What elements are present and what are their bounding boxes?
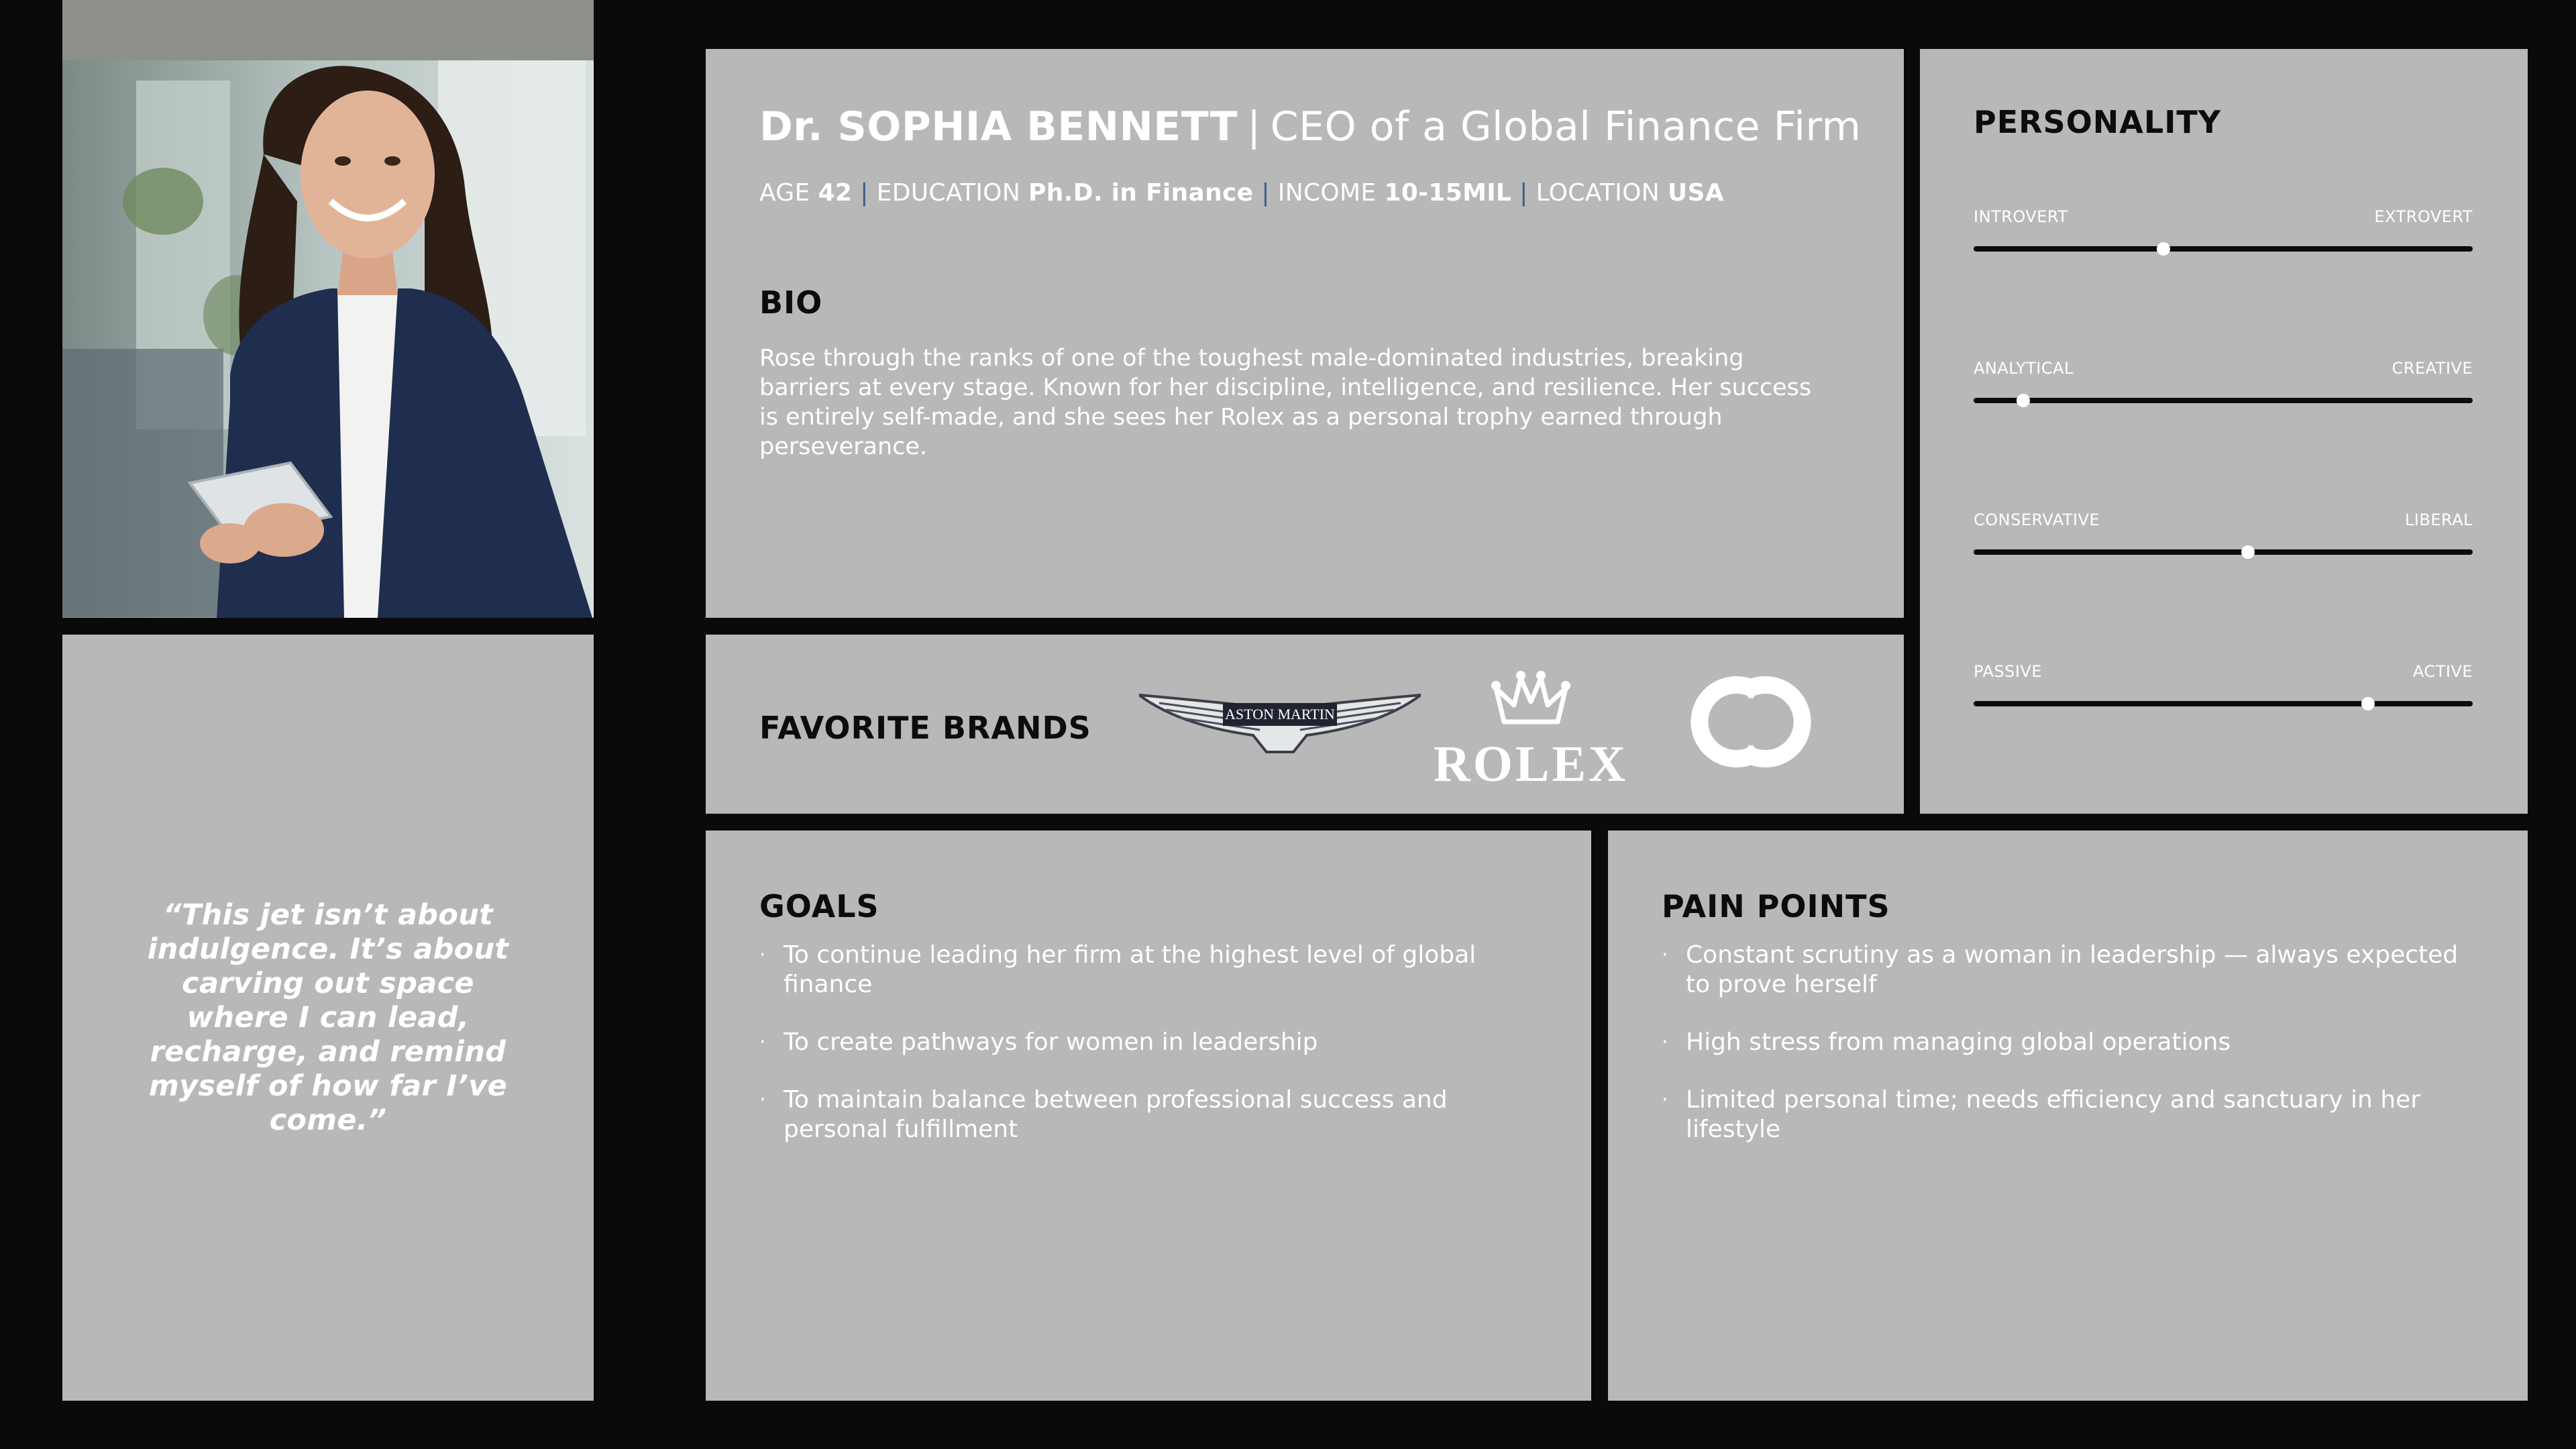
goal-text: To continue leading her firm at the highest level of global finance <box>784 941 1477 998</box>
slider-left-label: PASSIVE <box>1974 662 2042 681</box>
pain-points-panel <box>1608 830 2528 1401</box>
info-education-value: Ph.D. in Finance <box>1028 179 1254 207</box>
goals-heading: GOALS <box>759 888 879 924</box>
bullet-icon: · <box>1662 1088 1668 1112</box>
portrait-image <box>62 0 594 618</box>
persona-photo <box>62 0 594 618</box>
title-separator: | <box>1246 103 1261 150</box>
info-age-value: 42 <box>818 179 853 207</box>
persona-title <box>759 101 1862 152</box>
info-separator: | <box>1261 179 1270 207</box>
list-item <box>759 1028 1538 1057</box>
bullet-icon: · <box>759 943 766 967</box>
slider-knob <box>2361 697 2375 710</box>
slider-track <box>1974 398 2473 403</box>
personality-panel <box>1920 49 2528 814</box>
bio-heading: BIO <box>759 284 823 321</box>
aston-martin-wordmark: ASTON MARTIN <box>1225 706 1335 722</box>
info-age-label: AGE <box>759 179 810 207</box>
goals-panel <box>706 830 1591 1401</box>
persona-role: CEO of a Global Finance Firm <box>1270 103 1862 150</box>
bullet-icon: · <box>1662 1030 1668 1054</box>
rolex-wordmark: ROLEX <box>1433 736 1629 789</box>
info-separator: | <box>860 179 869 207</box>
aston-martin-logo <box>1139 688 1421 765</box>
brands-heading: FAVORITE BRANDS <box>759 710 1091 746</box>
info-location-value: USA <box>1667 179 1724 207</box>
persona-name: Dr. SOPHIA BENNETT <box>759 103 1238 150</box>
persona-quote: “This jet isn’t about indulgence. It’s about carving out space where I can lead, recharge, and remind myself of how far I’ve come.” <box>147 898 509 1137</box>
slider-knob <box>2241 545 2255 559</box>
pain-point-text: High stress from managing global operations <box>1686 1028 2231 1056</box>
slider-left-label: CONSERVATIVE <box>1974 511 2100 529</box>
bullet-icon: · <box>1662 943 1668 967</box>
slider-introvert-extrovert <box>1974 207 2473 252</box>
slider-right-label: EXTROVERT <box>2374 207 2473 226</box>
info-income-value: 10-15MIL <box>1384 179 1512 207</box>
slider-right-label: ACTIVE <box>2412 662 2473 681</box>
brands-panel <box>706 635 1904 814</box>
slider-knob <box>2017 394 2030 407</box>
slider-right-label: LIBERAL <box>2404 511 2473 529</box>
list-item <box>1662 941 2474 1000</box>
slider-left-label: ANALYTICAL <box>1974 359 2074 378</box>
rolex-logo <box>1430 668 1631 792</box>
info-income-label: INCOME <box>1277 179 1377 207</box>
slider-track <box>1974 701 2473 706</box>
bio-text: Rose through the ranks of one of the toughest male-dominated industries, breaking barriers at every stage. Known for her discipline, intelligence, and resilience. Her success is entirely self-made, and she sees her Rolex as a personal trophy earned through perseverance. <box>759 345 1812 460</box>
list-item <box>1662 1085 2474 1144</box>
slider-track <box>1974 549 2473 555</box>
bullet-icon: · <box>759 1030 766 1054</box>
info-location-label: LOCATION <box>1536 179 1660 207</box>
info-education-label: EDUCATION <box>876 179 1021 207</box>
quote-panel <box>62 635 594 1401</box>
list-item <box>759 1085 1538 1144</box>
pain-point-text: Constant scrutiny as a woman in leadership — always expected to prove herself <box>1686 941 2459 998</box>
personality-heading: PERSONALITY <box>1974 104 2222 140</box>
bullet-icon: · <box>759 1088 766 1112</box>
pain-point-text: Limited personal time; needs efficiency and sanctuary in her lifestyle <box>1686 1086 2421 1143</box>
info-separator: | <box>1519 179 1528 207</box>
list-item <box>1662 1028 2474 1057</box>
chanel-logo <box>1684 672 1818 775</box>
slider-knob <box>2157 242 2170 256</box>
slider-right-label: CREATIVE <box>2392 359 2473 378</box>
goal-text: To create pathways for women in leadership <box>784 1028 1318 1056</box>
pain-points-heading: PAIN POINTS <box>1662 888 1890 924</box>
goals-list <box>759 941 1538 1144</box>
pain-points-list <box>1662 941 2474 1144</box>
slider-passive-active <box>1974 662 2473 706</box>
goal-text: To maintain balance between professional success and personal fulfillment <box>784 1086 1448 1143</box>
slider-track <box>1974 246 2473 252</box>
persona-info <box>759 179 1850 207</box>
list-item <box>759 941 1538 1000</box>
header-panel <box>706 49 1904 618</box>
slider-conservative-liberal <box>1974 511 2473 555</box>
slider-left-label: INTROVERT <box>1974 207 2068 226</box>
slider-analytical-creative <box>1974 359 2473 403</box>
